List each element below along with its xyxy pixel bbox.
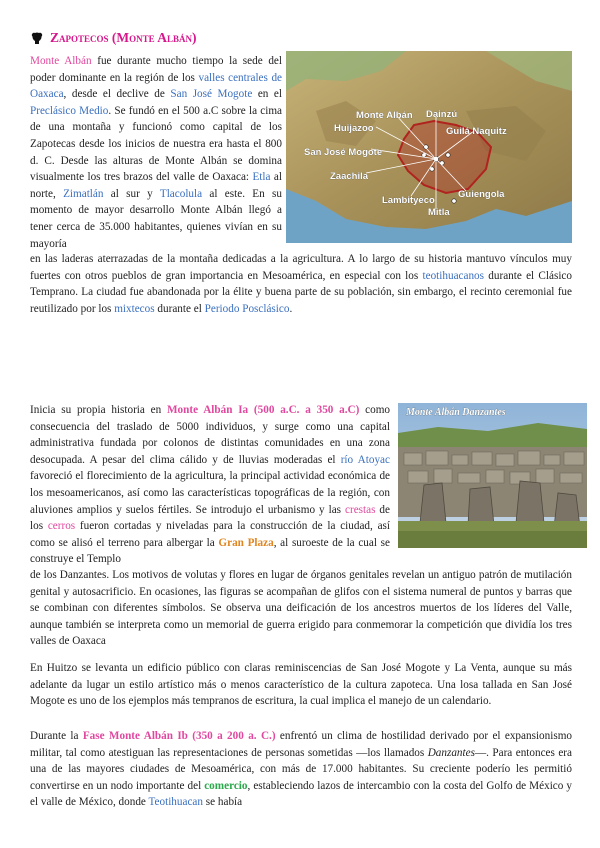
danzantes-photo: [398, 403, 587, 548]
site-marker: [452, 199, 456, 203]
link-preclasico-medio[interactable]: Preclásico Medio: [30, 104, 109, 117]
intro-paragraph-continued: en las laderas aterrazadas de la montaña dedicadas a la agricultura. A lo largo de su historia mantuvo vínculos muy fuertes con otros pueblos de gran importancia en Mesoamérica, en especial con los teotihuacanos durante el Clásico Temprano. La ciudad fue abandonada por la élite y buena parte de su población, sin embargo, el recinto ceremonial fue reutilizado por los mixtecos durante el Periodo Posclásico.: [30, 253, 572, 315]
term-gran-plaza: Gran Plaza: [218, 536, 274, 549]
link-valles-centrales[interactable]: valles centrales de Oaxaca: [30, 71, 282, 101]
term-phase-ib: Fase Monte Albán Ib (350 a 200 a. C.): [82, 730, 276, 742]
phase-ia-paragraph: Inicia su propia historia en Monte Albán Ia (500 a.C. a 350 a.C) como consecuencia del traslado de 5000 individuos, y surge como una capital administrativa fundada por colonos de distintas comunidades en una zona desocupada. A pesar del clima cálido y de lluvias moderadas el río Atoyac favoreció el florecimiento de la agricultura, la principal actividad económica de los mesoamericanos, así como las características topográficas de la región, con aluviones amplios y suelos fértiles. Se introdujo el urbanismo y las crestas de los cerros fueron cortadas y niveladas para la construcción de la ciudad, así como se alisó el terreno para albergar la Gran Plaza, al suroeste de la cual se construye el Templo: [30, 404, 390, 566]
link-mixtecos[interactable]: mixtecos: [114, 302, 155, 315]
oaxaca-map-image: [286, 51, 572, 243]
fleuron-bullet-icon: [30, 31, 44, 45]
term-crestas: crestas: [345, 503, 376, 516]
map-label-huijazoo: Huijazoo: [334, 123, 374, 134]
intro-paragraph: Monte Albán fue durante mucho tiempo la sede del poder dominante en la región de los valles centrales de Oaxaca, desde el declive de San José Mogote en el Preclásico Medio. Se fundó en el 500 a.C sobre la cima de una montaña y funcionó como capital de los Zapotecas desde los inicios de nuestra era hasta el 800 d. C. Desde las alturas de Monte Albán se domina visualmente los tres brazos del valle de Oaxaca: Etla al norte, Zimatlán al sur y Tlacolula al este. En su momento de mayor desarrollo Monte Albán llegó a tener cerca de 35.000 habitantes, quienes vivían en su mayoría: [30, 55, 282, 250]
map-label-guila-naquitz: Guilá Naquitz: [446, 126, 507, 137]
link-san-jose-mogote[interactable]: San José Mogote: [170, 88, 253, 101]
map-label-guiengola: Guiengola: [458, 189, 505, 200]
phase-ia-paragraph-continued: de los Danzantes. Los motivos de volutas y flores en lugar de órganos genitales revelan un antiguo patrón de mutilación genital y autosacrificio. En ocasiones, las figuras se acompañan de glifos con el sistema numeral de puntos y barras que se combinan con diferentes símbolos. Se observa una deificación de los ancestros muertos de los líderes del Valle, aunque también se interpreta como un memorial de guerra erigido para conmemorar la competición que dividía los tres valles de Oaxaca: [30, 569, 572, 648]
link-periodo-posclasico[interactable]: Periodo Posclásico: [204, 302, 290, 315]
term-cerros: cerros: [47, 520, 76, 533]
map-label-monte-alban: Monte Albán: [356, 110, 413, 121]
phase-ib-paragraph: Durante la Fase Monte Albán Ib (350 a 200 a. C.) enfrentó un clima de hostilidad derivado por el expansionismo militar, tal como atestiguan las representaciones de personas sometidas —los llamados Danzantes—. Para entonces era una de las mayores ciudades de Mesoamérica, con más de 17.000 habitantes. Su creciente poderío les permitió convertirse en un nodo importante del comercio, estableciendo lazos de intercambio con la costa del Golfo de México y el valle de México, donde Teotihuacan se había: [30, 730, 572, 809]
site-marker: [440, 161, 444, 165]
link-etla[interactable]: Etla: [252, 171, 271, 184]
map-label-dainzu: Dainzú: [426, 109, 458, 120]
term-comercio: comercio: [204, 779, 248, 792]
map-label-san-jose-mogote: San José Mogote: [304, 147, 383, 158]
link-rio-atoyac[interactable]: río Atoyac: [340, 453, 390, 466]
link-zimatlan[interactable]: Zimatlán: [63, 187, 104, 200]
section-heading: [30, 28, 197, 48]
huitzo-paragraph: En Huitzo se levanta un edificio público con claras reminiscencias de San José Mogote y La Venta, aunque su más adelante da lugar un estilo artístico más o menos característico de la cultura zapoteca. Una losa tallada en San José Mogote es uno de los ejemplos más tempranos de escritura, la cual implica el manejo de un calendario.: [30, 662, 572, 708]
term-danzantes: Danzantes: [427, 746, 475, 759]
carved-stone: [420, 483, 446, 523]
link-tlacolula[interactable]: Tlacolula: [159, 187, 203, 200]
carved-stone: [516, 481, 544, 523]
photo-caption: Monte Albán Danzantes: [406, 407, 506, 418]
term-phase-ia: Monte Albán Ia (500 a.C. a 350 a.C): [166, 404, 360, 416]
link-teotihuacanos[interactable]: teotihuacanos: [422, 269, 485, 282]
site-marker: [446, 153, 450, 157]
carved-stone: [468, 487, 494, 525]
map-label-zaachila: Zaachila: [330, 171, 369, 182]
map-label-mitla: Mitla: [428, 207, 450, 218]
map-label-lambityeco: Lambityeco: [382, 195, 435, 206]
term-monte-alban: Monte Albán: [30, 55, 92, 67]
link-teotihuacan[interactable]: Teotihuacan: [148, 796, 203, 809]
page-title: Zapotecos (Monte Albán): [50, 30, 197, 45]
